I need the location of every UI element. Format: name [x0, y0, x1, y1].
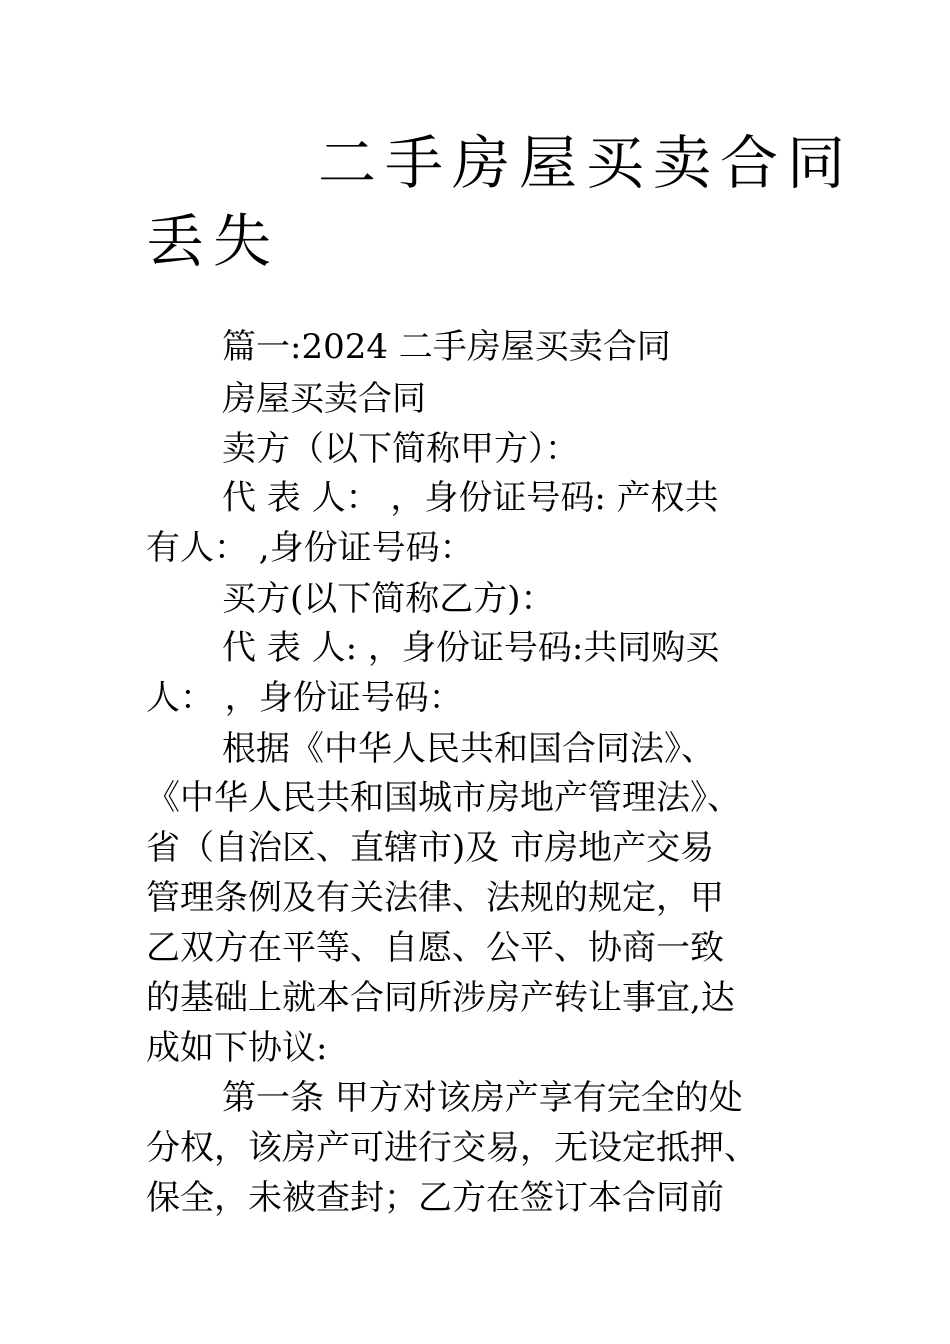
paragraph-line: 省（自治区、直辖市)及 市房地产交易: [146, 828, 715, 868]
paragraph-line: 根据《中华人民共和国合同法》、: [222, 729, 715, 769]
paragraph-line: 《中华人民共和国城市房地产管理法》、: [146, 778, 741, 818]
paragraph-line: 管理条例及有关法律、法规的规定，甲: [146, 878, 724, 918]
section-heading: 篇一:2024 二手房屋买卖合同: [222, 327, 671, 367]
paragraph-line: 分权，该房产可进行交易，无设定抵押、: [146, 1128, 758, 1168]
buyer-line: 买方(以下简称乙方)：: [222, 579, 555, 619]
paragraph-line: 乙双方在平等、自愿、公平、协商一致: [146, 928, 724, 968]
buyer-representative-line: 代 表 人: ，身份证号码:共同购买: [222, 628, 720, 668]
paragraph-line: 保全，未被查封；乙方在签订本合同前: [146, 1178, 724, 1218]
contract-name: 房屋买卖合同: [222, 379, 426, 419]
document-title-line-2: 丢失: [146, 207, 281, 275]
paragraph-line: 的基础上就本合同所涉房产转让事宜,达: [146, 978, 735, 1018]
buyer-cobuyer-line: 人： ，身份证号码：: [146, 678, 463, 718]
article-one-line: 第一条 甲方对该房产享有完全的处: [222, 1078, 743, 1118]
seller-representative-line: 代 表 人： ，身份证号码: 产权共: [222, 478, 719, 518]
seller-line: 卖方（以下简称甲方）：: [222, 429, 579, 469]
document-title-line-1: 二手房屋买卖合同: [318, 129, 855, 197]
seller-coowner-line: 有人： ,身份证号码：: [146, 528, 474, 568]
paragraph-line: 成如下协议:: [146, 1028, 328, 1068]
